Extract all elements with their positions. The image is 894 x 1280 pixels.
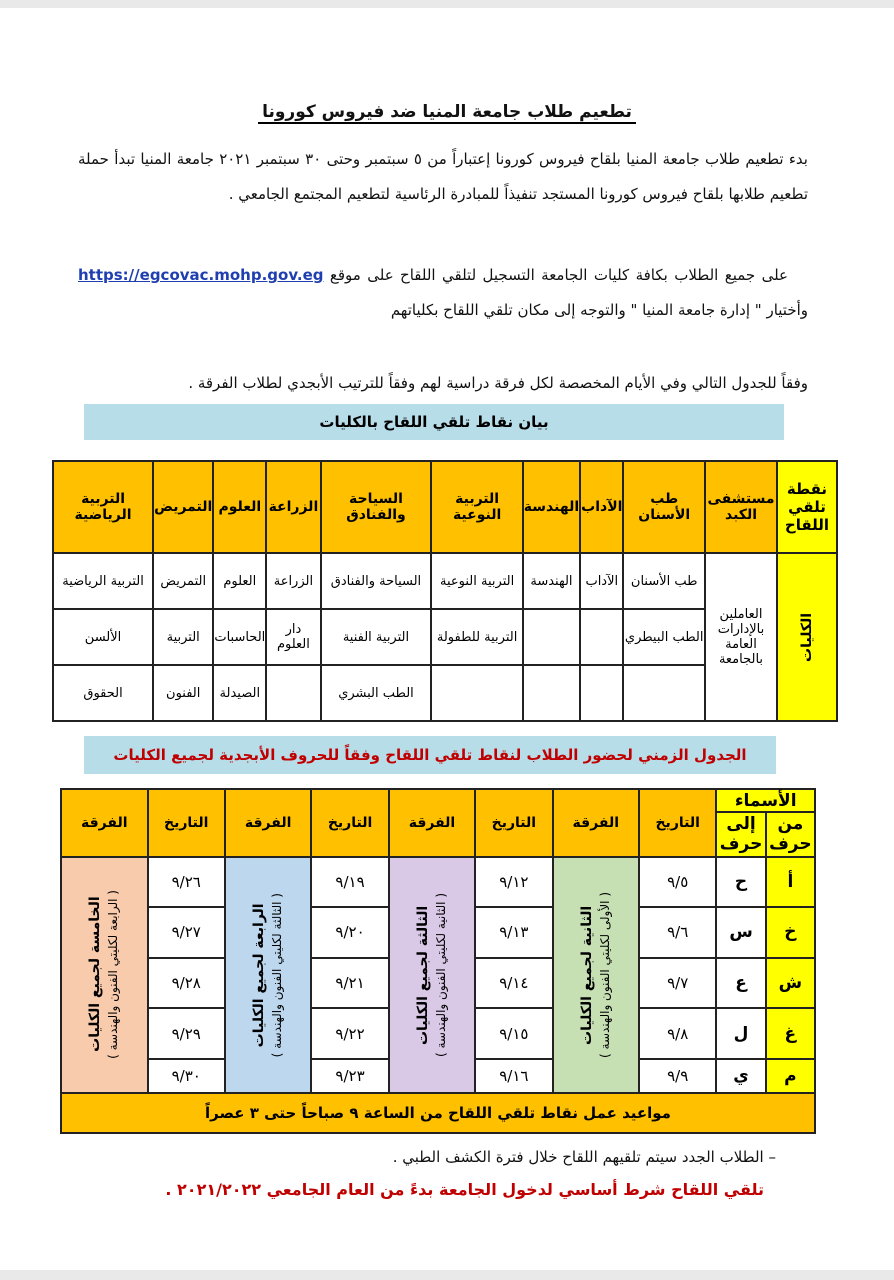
intro-paragraph: بدء تطعيم طلاب جامعة المنيا بلقاح فيروس كورونا إعتباراً من ٥ سبتمبر وحتى ٣٠ سبتمبر ٢٠٢١ جامعة المنيا تبدأ حملة تطعيم طلابها بلقاح فيروس كورونا المستجد تنفيذاً للمبادرة الرئاسية لتطعيم المجتمع الجامعي . (78, 150, 808, 203)
date-cell: ٩/١٩ (311, 857, 388, 908)
faculty-cell: التربية الرياضية (53, 553, 153, 609)
date-cell: ٩/١٦ (475, 1059, 552, 1093)
group-header: الفرقة (225, 789, 311, 857)
faculty-cell (623, 665, 705, 721)
vaccination-requirement-warning: تلقي اللقاح شرط أساسي لدخول الجامعة بدءً من العام الجامعي ٢٠٢١/٢٠٢٢ . (165, 1180, 764, 1199)
staff-cell: العاملين بالإدارات العامة بالجامعة (705, 553, 777, 721)
faculty-cell: الطب البيطري (623, 609, 705, 665)
date-header: التاريخ (639, 789, 716, 857)
from-letter: غ (766, 1008, 815, 1059)
date-header: التاريخ (148, 789, 225, 857)
faculty-cell: الهندسة (523, 553, 580, 609)
document-title: تطعيم طلاب جامعة المنيا ضد فيروس كورونا (0, 102, 894, 122)
from-letter: ش (766, 958, 815, 1009)
table2-banner: الجدول الزمني لحضور الطلاب لنقاط تلقي اللقاح وفقاً للحروف الأبجدية لجميع الكليات (84, 736, 776, 774)
header-cell: التربية الرياضية (53, 461, 153, 553)
faculty-cell: طب الأسنان (623, 553, 705, 609)
to-letter: ح (716, 857, 765, 908)
from-letter: م (766, 1059, 815, 1093)
faculty-cell: التربية للطفولة (431, 609, 522, 665)
faculty-cell: الحاسبات (213, 609, 266, 665)
corner-header: نقطة تلقي اللقاح (777, 461, 837, 553)
date-cell: ٩/٢٦ (148, 857, 225, 908)
registration-text: على جميع الطلاب بكافة كليات الجامعة التسجيل لتلقي اللقاح على موقع (329, 266, 788, 284)
document-page (0, 8, 894, 1270)
faculty-cell: الصيدلة (213, 665, 266, 721)
from-letter: أ (766, 857, 815, 908)
header-cell: التمريض (153, 461, 213, 553)
to-letter: ع (716, 958, 765, 1009)
group-header: الفرقة (389, 789, 475, 857)
header-cell: مستشفى الكبد (705, 461, 777, 553)
faculty-cell (266, 665, 320, 721)
header-cell: السياحة والفنادق (321, 461, 432, 553)
faculty-cell: دار العلوم (266, 609, 320, 665)
faculty-cell: التمريض (153, 553, 213, 609)
group-cell: الثانية لجميع الكليات ( الأولى لكليتي الفنون والهندسة ) (553, 857, 639, 1093)
names-header: الأسماء (716, 789, 815, 812)
header-cell: طب الأسنان (623, 461, 705, 553)
faculty-cell: الطب البشري (321, 665, 432, 721)
date-cell: ٩/٢٢ (311, 1008, 388, 1059)
to-letter: س (716, 907, 765, 958)
header-cell: الهندسة (523, 461, 580, 553)
from-letter: خ (766, 907, 815, 958)
faculty-cell (523, 665, 580, 721)
header-cell: العلوم (213, 461, 266, 553)
working-hours-footer: مواعيد عمل نقاط تلقي اللقاح من الساعة ٩ صباحاً حتى ٣ عصراً (61, 1093, 815, 1133)
faculty-cell: الحقوق (53, 665, 153, 721)
schedule-intro: وفقاً للجدول التالي وفي الأيام المخصصة لكل فرقة دراسية لهم وفقاً للترتيب الأبجدي لطلاب الفرقة . (188, 374, 808, 392)
new-students-note: – الطلاب الجدد سيتم تلقيهم اللقاح خلال فترة الكشف الطبي . (392, 1148, 776, 1166)
date-cell: ٩/٩ (639, 1059, 716, 1093)
faculty-cell: الزراعة (266, 553, 320, 609)
to-letter: ل (716, 1008, 765, 1059)
faculty-cell: الألسن (53, 609, 153, 665)
faculty-cell: الآداب (580, 553, 623, 609)
date-cell: ٩/٢٨ (148, 958, 225, 1009)
date-cell: ٩/١٢ (475, 857, 552, 908)
faculty-cell: العلوم (213, 553, 266, 609)
from-header: من حرف (766, 812, 815, 856)
date-cell: ٩/٦ (639, 907, 716, 958)
faculty-cell: السياحة والفنادق (321, 553, 432, 609)
to-header: إلى حرف (716, 812, 765, 856)
faculty-cell (431, 665, 522, 721)
registration-link[interactable]: https://egcovac.mohp.gov.eg (78, 266, 324, 284)
group-cell: الثالثة لجميع الكليات ( الثانية لكليتي الفنون والهندسة ) (389, 857, 475, 1093)
header-cell: الزراعة (266, 461, 320, 553)
date-header: التاريخ (475, 789, 552, 857)
to-letter: ي (716, 1059, 765, 1093)
faculty-cell (580, 665, 623, 721)
date-cell: ٩/٧ (639, 958, 716, 1009)
faculty-cell (523, 609, 580, 665)
faculty-cell (580, 609, 623, 665)
faculty-cell: الفنون (153, 665, 213, 721)
date-cell: ٩/٢٩ (148, 1008, 225, 1059)
date-cell: ٩/٢٠ (311, 907, 388, 958)
group-cell: الرابعة لجميع الكليات ( الثالثة لكليتي الفنون والهندسة ) (225, 857, 311, 1093)
date-cell: ٩/٨ (639, 1008, 716, 1059)
table1-banner: بيان نقاط تلقي اللقاح بالكليات (84, 404, 784, 440)
group-header: الفرقة (553, 789, 639, 857)
date-cell: ٩/١٣ (475, 907, 552, 958)
date-cell: ٩/٣٠ (148, 1059, 225, 1093)
faculty-cell: التربية الفنية (321, 609, 432, 665)
registration-paragraph (78, 258, 808, 328)
group-header: الفرقة (61, 789, 148, 857)
date-header: التاريخ (311, 789, 388, 857)
faculty-cell: التربية (153, 609, 213, 665)
date-cell: ٩/٢١ (311, 958, 388, 1009)
registration-text-after: وأختيار " إدارة جامعة المنيا " والتوجه إلى مكان تلقي اللقاح بكلياتهم (390, 301, 808, 319)
vaccination-points-table (52, 460, 838, 722)
faculties-side-label: الكليات (777, 553, 837, 721)
date-cell: ٩/٥ (639, 857, 716, 908)
date-cell: ٩/١٤ (475, 958, 552, 1009)
header-cell: الآداب (580, 461, 623, 553)
date-cell: ٩/١٥ (475, 1008, 552, 1059)
faculty-cell: التربية النوعية (431, 553, 522, 609)
group-cell: الخامسة لجميع الكليات ( الرابعة لكليتي الفنون والهندسة ) (61, 857, 148, 1093)
schedule-table (60, 788, 816, 1134)
header-cell: التربية النوعية (431, 461, 522, 553)
date-cell: ٩/٢٧ (148, 907, 225, 958)
date-cell: ٩/٢٣ (311, 1059, 388, 1093)
